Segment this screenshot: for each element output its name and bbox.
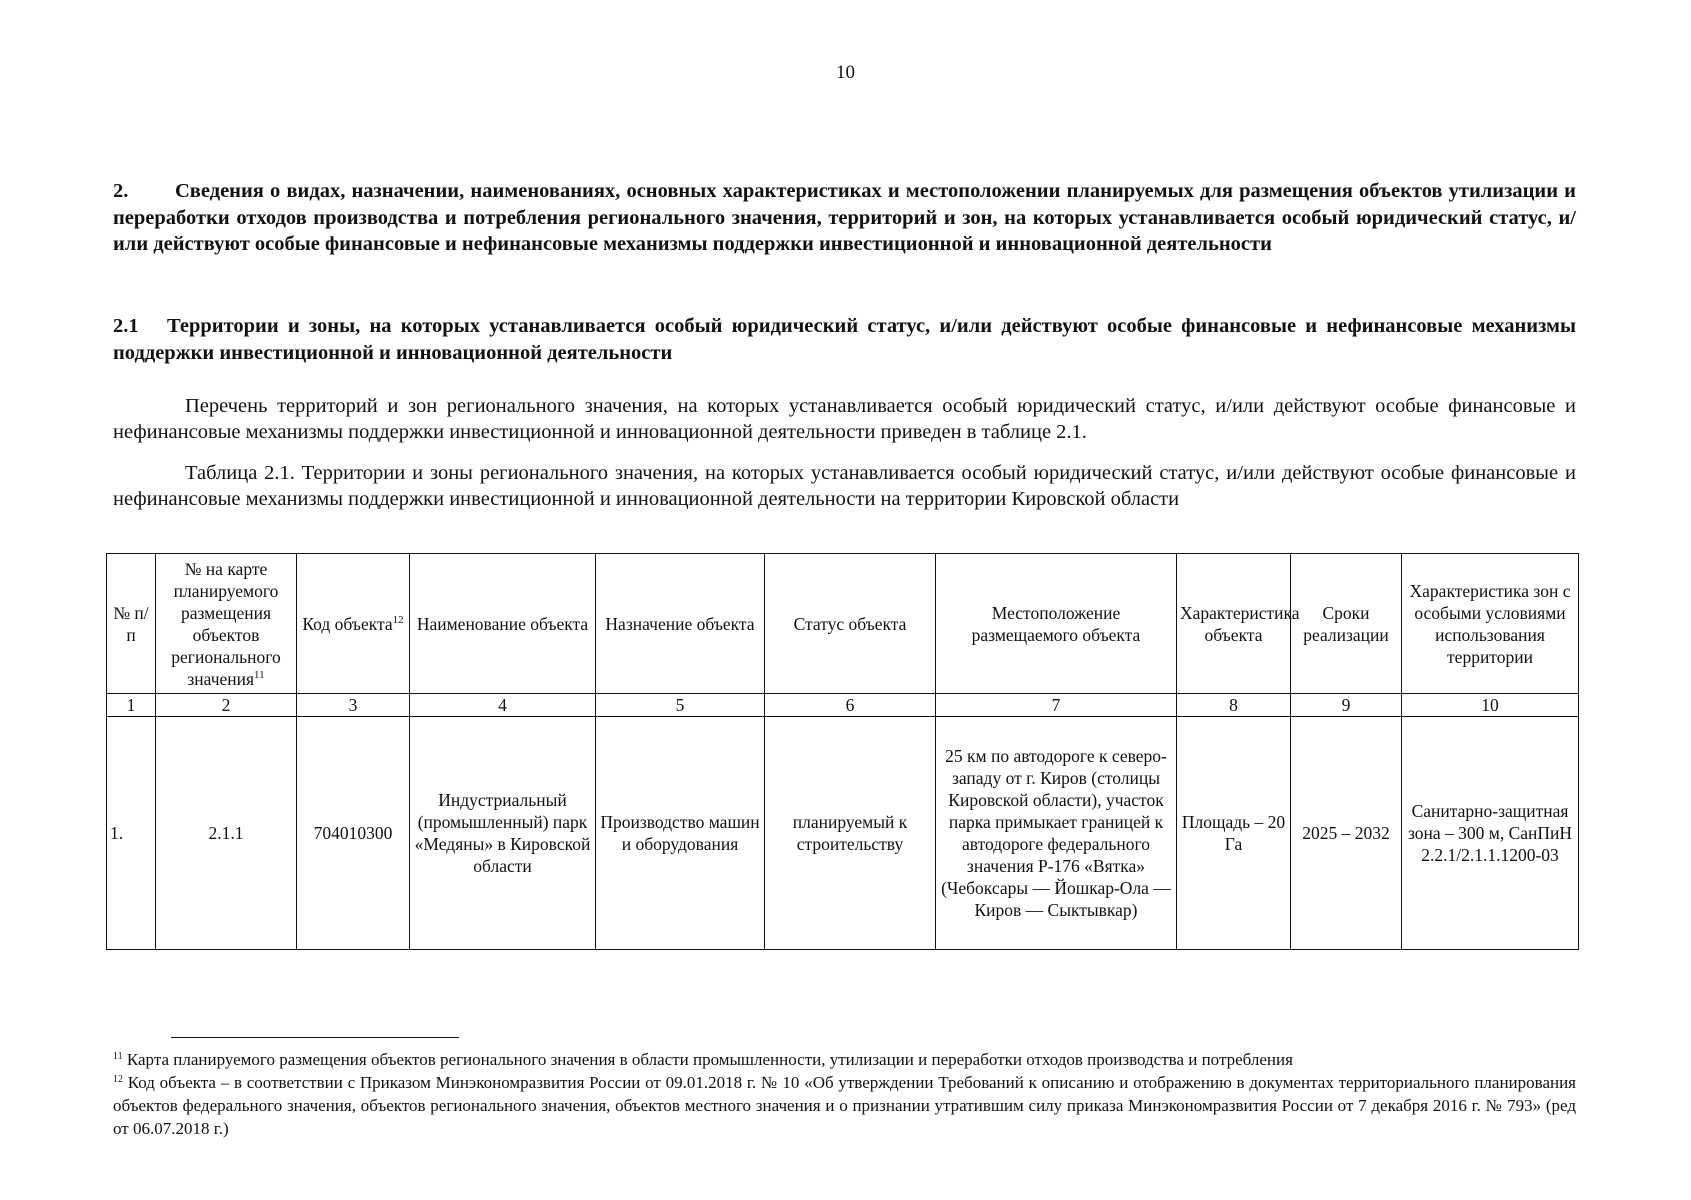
footnotes [113,1048,1576,1140]
column-number: 6 [765,694,936,717]
header-zone-characteristic: Характеристика зон с особыми условиями использования территории [1402,554,1579,694]
territories-table [106,553,1579,950]
cell-map-number: 2.1.1 [156,717,297,950]
footnote-text: Код объекта – в соответствии с Приказом Минэкономразвития России от 09.01.2018 г. № 10 «Об утверждении Требований к описанию и отображению в документах территориального планирования объектов федерального значения, объектов регионального значения, объектов местного значения и о признании утратившим силу приказа Минэкономразвития России от 7 декабря 2016 г. № 793» (ред от 06.07.2018 г.) [113,1073,1576,1138]
cell-object-characteristic: Площадь – 20 Га [1177,717,1291,950]
column-number: 5 [596,694,765,717]
column-number: 9 [1291,694,1402,717]
footnote-12 [113,1071,1576,1140]
section-2-1-heading [113,313,1576,366]
cell-index: 1. [107,717,156,950]
column-number: 8 [1177,694,1291,717]
section-2-heading [113,178,1576,258]
section-2-1-number: 2.1 [113,315,139,337]
header-object-purpose: Назначение объекта [596,554,765,694]
page-number: 10 [836,62,855,83]
header-object-location: Местоположение размещаемого объекта [936,554,1177,694]
footnote-ref-11: 11 [254,668,265,681]
header-object-status: Статус объекта [765,554,936,694]
footnote-marker: 12 [113,1074,123,1085]
footnote-11 [113,1048,1576,1071]
cell-object-name: Индустриальный (промышленный) парк «Медяны» в Кировской области [410,717,596,950]
cell-zone-characteristic: Санитарно-защитная зона – 300 м, СанПиН 2.2.1/2.1.1.1200-03 [1402,717,1579,950]
section-2-title: Сведения о видах, назначении, наименованиях, основных характеристиках и местоположении планируемых для размещения объектов утилизации и переработки отходов производства и потребления регионального значения, территорий и зон, на которых устанавливается особый юридический статус, и/или действуют особые финансовые и нефинансовые механизмы поддержки инвестиционной и инновационной деятельности [113,180,1576,255]
column-number: 1 [107,694,156,717]
header-object-code: Код объекта$^{12}$ [297,554,410,694]
table-header-row [107,554,1579,694]
footnote-marker: 11 [113,1051,123,1062]
cell-object-purpose: Производство машин и оборудования [596,717,765,950]
column-number: 3 [297,694,410,717]
column-number: 7 [936,694,1177,717]
cell-object-code: 704010300 [297,717,410,950]
footnote-ref-12: 12 [392,613,404,626]
table-row [107,717,1579,950]
table-caption: Таблица 2.1. Территории и зоны регионального значения, на которых устанавливается особый юридический статус, и/или действуют особые финансовые и нефинансовые механизмы поддержки инвестиционной и инновационной деятельности на территории Кировской области [113,462,1576,510]
cell-object-location: 25 км по автодороге к северо-западу от г. Киров (столицы Кировской области), участок парка примыкает границей к автодороге федерального значения Р-176 «Вятка» (Чебоксары — Йошкар-Ола — Киров — Сыктывкар) [936,717,1177,950]
header-object-characteristic: Характеристика объекта [1177,554,1291,694]
column-number: 4 [410,694,596,717]
header-map-number: № на карте планируемого размещения объектов регионального значения$^{11}$ [156,554,297,694]
section-2-1-title: Территории и зоны, на которых устанавливается особый юридический статус, и/или действуют особые финансовые и нефинансовые механизмы поддержки инвестиционной и инновационной деятельности [113,315,1576,364]
column-number-row [107,694,1579,717]
footnote-text: Карта планируемого размещения объектов регионального значения в области промышленности, утилизации и переработки отходов производства и потребления [126,1050,1293,1069]
column-number: 10 [1402,694,1579,717]
cell-object-status: планируемый к строительству [765,717,936,950]
header-object-name: Наименование объекта [410,554,596,694]
intro-paragraph: Перечень территорий и зон регионального значения, на которых устанавливается особый юридический статус, и/или действуют особые финансовые и нефинансовые механизмы поддержки инвестиционной и инновационной деятельности приведен в таблице 2.1. [113,395,1576,443]
header-index: № п/п [107,554,156,694]
cell-implementation-period: 2025 – 2032 [1291,717,1402,950]
header-implementation-period: Сроки реализации [1291,554,1402,694]
section-2-number: 2. [113,180,129,202]
footnote-separator [171,1037,459,1038]
column-number: 2 [156,694,297,717]
